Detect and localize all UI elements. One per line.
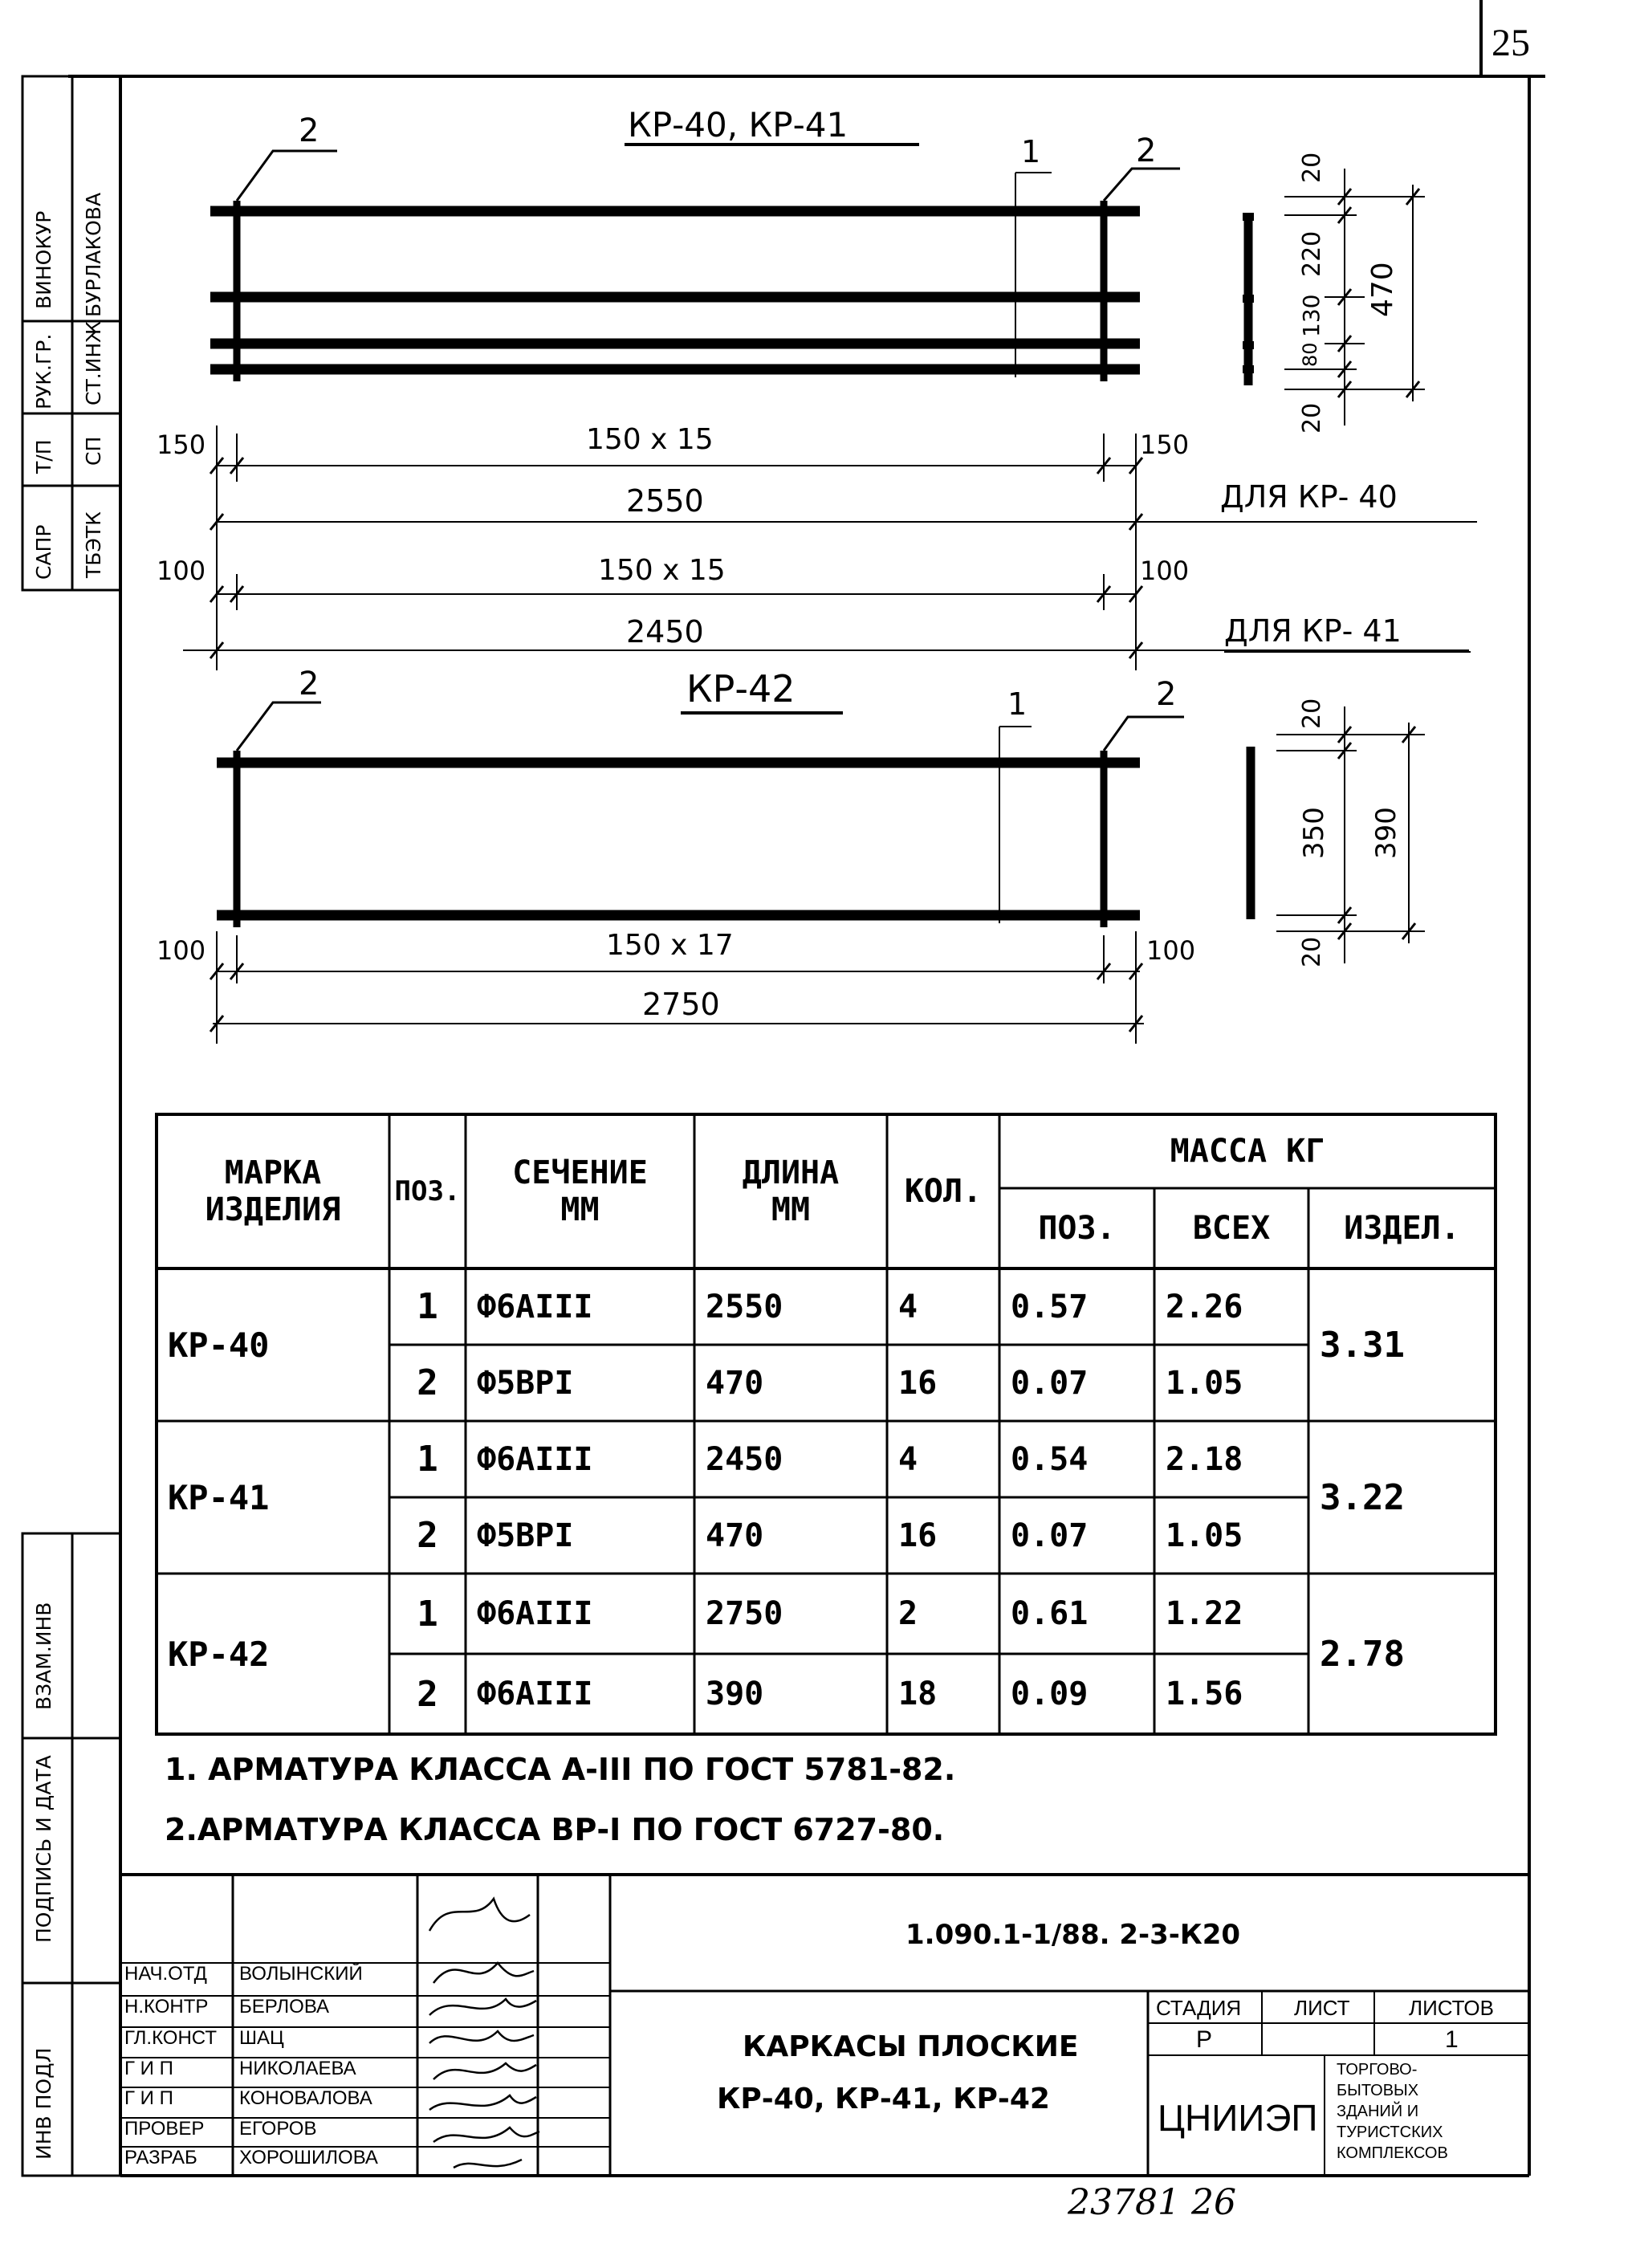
note-1: 1. АРМАТУРА КЛАССА А-III ПО ГОСТ 5781-82. [165,1752,956,1787]
stamp-podpis-data: ПОДПИСЬ И ДАТА [32,1755,55,1943]
title-kr42: КР-42 [686,667,796,711]
dim-kr42-100-right: 100 [1146,935,1196,966]
tb-role: РАЗРАБ [124,2147,197,2168]
cell-pos: 2 [417,1515,438,1556]
cell-length: 470 [706,1364,764,1402]
pos2-label: 2 [1156,676,1177,713]
cell-length: 2750 [706,1595,783,1632]
dim-length-2750: 2750 [642,987,720,1022]
bottom-code: 23781 26 [1068,2182,1236,2223]
doc-code: 1.090.1-1/88. 2-3-К20 [905,1919,1241,1951]
org-name: ЦНИИЭП [1158,2097,1318,2139]
cell-mass-item: 2.78 [1320,1633,1405,1675]
stamp-inv-podl: ИНВ ПОДЛ [32,2047,55,2160]
sec-dim-130: 130 [1298,294,1325,337]
label-for-kr41: ДЛЯ КР- 41 [1224,613,1402,649]
stamp-sapr: САПР [32,524,55,580]
sec42-dim-20-top: 20 [1298,698,1326,729]
cell-length: 2450 [706,1440,783,1478]
dim-end-150-right: 150 [1140,430,1190,460]
cell-pos: 1 [417,1286,438,1327]
cell-section: Ф6АIII [477,1595,593,1632]
cell-mass-all: 1.56 [1166,1676,1243,1712]
cell-mass-pos: 0.09 [1011,1676,1089,1712]
cell-pos: 2 [417,1673,438,1715]
tb-role: Г И П [124,2058,173,2079]
th-mass-pos: ПОЗ. [1038,1210,1116,1247]
cell-pos: 1 [417,1593,438,1635]
sec-dim-20-top: 20 [1298,152,1326,183]
sec42-total-390: 390 [1370,807,1402,859]
tb-name: ЕГОРОВ [239,2118,317,2140]
cell-pos: 2 [417,1362,438,1403]
cell-section: Ф6АIII [477,1676,593,1712]
cell-mass-item: 3.31 [1320,1324,1405,1366]
cell-mass-all: 2.18 [1166,1440,1243,1478]
cell-mark: КР-40 [168,1325,270,1365]
dim-spacing-kr42: 150 x 17 [606,929,734,962]
page-number: 25 [1491,22,1530,64]
cell-qty: 16 [898,1517,938,1554]
pos1-label: 1 [1007,686,1028,722]
cell-qty: 4 [898,1288,918,1325]
cell-mass-pos: 0.07 [1011,1517,1089,1554]
tb-name: НИКОЛАЕВА [239,2058,356,2079]
cell-qty: 16 [898,1364,938,1402]
tb-name: КОНОВАЛОВА [239,2087,372,2109]
th-qty: КОЛ. [904,1173,983,1210]
sheets-value: 1 [1445,2026,1459,2053]
stamp-ruk-gr: РУК.ГР. [32,333,55,409]
tb-role: НАЧ.ОТД [124,1963,207,1985]
pos2-label: 2 [299,666,319,702]
cell-mass-all: 2.26 [1166,1288,1243,1325]
sec-dim-80: 80 [1299,342,1321,367]
tb-role: ГЛ.КОНСТ [124,2027,217,2049]
stamp-tp: Т/П [32,439,55,474]
sec-dim-20-bottom: 20 [1298,402,1326,434]
tb-name: ШАЦ [239,2027,284,2049]
th-mass-all: ВСЕХ [1192,1210,1271,1247]
sec42-dim-350: 350 [1298,807,1330,859]
th-mark: МАРКА ИЗДЕЛИЯ [205,1154,341,1228]
th-section: СЕЧЕНИЕ ММ [512,1154,648,1228]
th-mass-item: ИЗДЕЛ. [1344,1210,1460,1247]
stage-label: СТАДИЯ [1156,1996,1242,2020]
org-desc-line: ЗДАНИЙ И [1337,2103,1419,2120]
sheet-label: ЛИСТ [1294,1996,1350,2020]
cell-mass-all: 1.05 [1166,1364,1243,1402]
cell-length: 390 [706,1676,764,1712]
dim-spacing-kr40: 150 x 15 [586,423,714,456]
dim-end-150-left: 150 [157,430,206,460]
tb-role: Н.КОНТР [124,1996,209,2018]
th-pos: ПОЗ. [394,1175,461,1207]
stamp-vinokur: ВИНОКУР [32,210,55,309]
th-mass: МАССА КГ [1170,1133,1325,1170]
cell-mass-all: 1.05 [1166,1517,1243,1554]
cell-qty: 2 [898,1595,918,1632]
cell-mass-item: 3.22 [1320,1476,1405,1518]
tb-name: ВОЛЫНСКИЙ [239,1963,363,1985]
stamp-burlakova: БУРЛАКОВА [82,192,105,317]
cell-length: 2550 [706,1288,783,1325]
org-desc-line: ТУРИСТСКИХ [1337,2123,1443,2141]
tb-name: БЕРЛОВА [239,1996,330,2018]
cell-mass-pos: 0.57 [1011,1288,1089,1325]
title-line-2: КР-40, КР-41, КР-42 [717,2083,1050,2115]
cell-qty: 4 [898,1440,918,1478]
sec-dim-220: 220 [1298,230,1326,277]
dim-length-2450: 2450 [626,614,704,649]
cell-pos: 1 [417,1439,438,1480]
dim-spacing-kr41: 150 x 15 [598,554,726,587]
label-for-kr40: ДЛЯ КР- 40 [1220,479,1398,515]
tb-role: Г И П [124,2087,173,2109]
pos2-label: 2 [299,112,319,149]
cell-section: Ф6АIII [477,1288,593,1325]
dim-end-100-left: 100 [157,556,206,586]
pos2-label: 2 [1136,132,1157,169]
pos1-label: 1 [1021,134,1041,169]
sheets-label: ЛИСТОВ [1409,1996,1494,2020]
cell-mark: КР-41 [168,1477,270,1517]
title-line-1: КАРКАСЫ ПЛОСКИЕ [743,2030,1079,2063]
sec-total-470: 470 [1366,262,1399,317]
cell-mass-pos: 0.07 [1011,1364,1089,1402]
sec42-dim-20-bottom: 20 [1298,936,1326,967]
dim-kr42-100-left: 100 [157,935,206,966]
stage-value: Р [1196,2026,1213,2053]
note-2: 2.АРМАТУРА КЛАССА ВР-I ПО ГОСТ 6727-80. [165,1812,945,1847]
th-length: ДЛИНА ММ [742,1154,840,1228]
cell-mark: КР-42 [168,1634,270,1674]
cell-qty: 18 [898,1676,938,1712]
stamp-sp: СП [82,436,105,466]
dim-length-2550: 2550 [626,483,704,519]
stamp-tbetk: ТБЭТК [82,511,105,578]
cell-mass-pos: 0.61 [1011,1595,1089,1632]
dim-end-100-right: 100 [1140,556,1190,586]
cell-mass-pos: 0.54 [1011,1440,1089,1478]
cell-mass-all: 1.22 [1166,1595,1243,1632]
stamp-st-inzh: СТ.ИНЖ [82,320,105,405]
org-desc-line: ТОРГОВО- [1337,2061,1418,2079]
tb-role: ПРОВЕР [124,2118,205,2140]
cell-section: Ф5ВРI [477,1364,574,1402]
org-desc-line: БЫТОВЫХ [1337,2082,1419,2099]
org-desc-line: КОМПЛЕКСОВ [1337,2144,1448,2162]
title-kr40-kr41: КР-40, КР-41 [628,105,848,145]
cell-section: Ф5ВРI [477,1517,574,1554]
tb-name: ХОРОШИЛОВА [239,2147,378,2168]
stamp-vzam-inv: ВЗАМ.ИНВ [32,1602,55,1710]
cell-section: Ф6АIII [477,1440,593,1478]
cell-length: 470 [706,1517,764,1554]
